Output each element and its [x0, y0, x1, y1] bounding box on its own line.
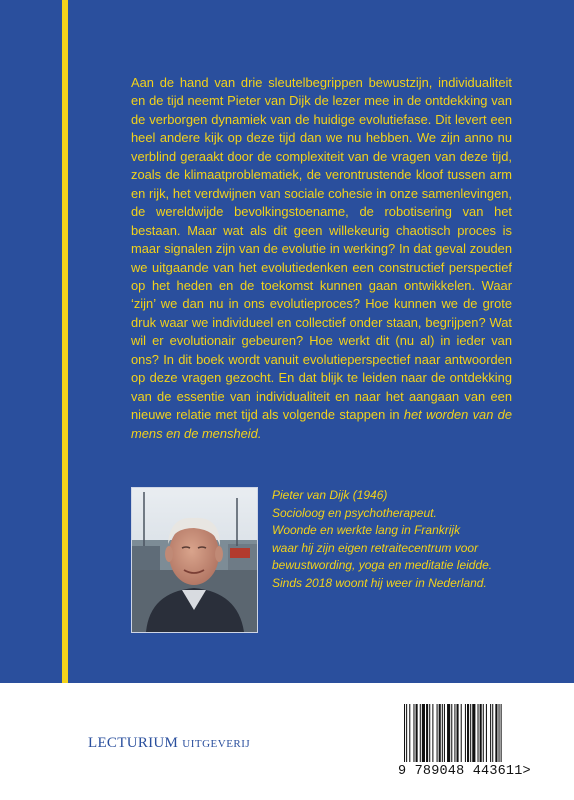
- barcode-bar: [478, 704, 479, 762]
- bio-line: Sinds 2018 woont hij weer in Nederland.: [272, 575, 487, 590]
- barcode-bar: [451, 704, 452, 762]
- barcode-bar: [447, 704, 450, 762]
- barcode-bar: [409, 704, 410, 762]
- barcode-bar: [426, 704, 428, 762]
- isbn-digits: 9 789048 443611: [398, 764, 523, 779]
- author-photo: [131, 487, 258, 633]
- blurb-text: [131, 74, 512, 443]
- barcode-bar: [404, 704, 405, 762]
- barcode-bar: [413, 704, 414, 762]
- isbn-number: [398, 764, 531, 779]
- barcode-bar: [480, 704, 482, 762]
- barcode-bar: [490, 704, 491, 762]
- yellow-stripe: [62, 0, 68, 683]
- blurb-main: Aan de hand van drie sleutelbegrippen bewustzijn, individualiteit en de tijd neemt Pieter van Dijk de lezer mee in de ontdekking van de verborgen dynamiek van de huidige evolutiefase. Dit levert een heel andere kijk op deze tijd dan we nu hebben. We zijn anno nu verblind geraakt door de complexiteit van de vragen van deze tijd, zoals de klimaatproblematiek, de verontrustende kloof tussen arm en rijk, het verdwijnen van sociale cohesie in onze samenlevingen, de wereldwijde bevolkingstoename, de robotisering van het bestaan. Maar wat als dit geen willekeurig chaotisch proces is maar signalen zijn van de evolutie in werking? In dat geval zouden we uitgaande van het evolutiedenken een constructief perspectief op het heden en de toekomst kunnen gaan ontwikkelen. Waar ‘zijn’ we dan nu in ons evolutieproces? Hoe kunnen we de grote druk waar we individueel en collectief onder staan, begrijpen? Wat wil er evolutionair gebeuren? Hoe werkt dit (nu al) in ieder van ons? In dit boek wordt vanuit evolutieperspectief naar antwoorden op deze vragen gezocht. En dat blijk te leiden naar de ontdekking van de essentie van individualiteit en naar het aangaan van een nieuwe relatie met tijd als volgende stappen in: [131, 75, 512, 423]
- barcode-bar: [461, 704, 462, 762]
- barcode-bar: [483, 704, 484, 762]
- blurb-italic: het worden van de mens en de mensheid.: [131, 407, 512, 441]
- barcode-bar: [465, 704, 466, 762]
- barcode-bar: [499, 704, 500, 762]
- barcode-bar: [472, 704, 475, 762]
- barcode-bar: [467, 704, 469, 762]
- barcode-bar: [437, 704, 438, 762]
- barcode-bar: [439, 704, 441, 762]
- barcode-bar: [501, 704, 502, 762]
- publisher-suffix: UITGEVERIJ: [182, 738, 251, 750]
- barcode-bar: [442, 704, 443, 762]
- barcode-bar: [454, 704, 455, 762]
- bio-line: Pieter van Dijk (1946): [272, 488, 388, 502]
- barcode-bar: [495, 704, 497, 762]
- publisher-name: LECTURIUM: [88, 735, 179, 751]
- barcode-bar: [486, 704, 487, 762]
- author-bio: [272, 487, 517, 593]
- publisher-logo: [88, 735, 250, 752]
- barcode-bar: [416, 704, 418, 762]
- barcode-bar: [406, 704, 407, 762]
- barcode-bar: [470, 704, 471, 762]
- bio-line: bewustwording, yoga en meditatie leidde.: [272, 558, 493, 573]
- barcode-bar: [420, 704, 421, 762]
- bio-line: Socioloog en psychotherapeut.: [272, 505, 437, 520]
- barcode-icon: [402, 704, 554, 762]
- bio-line: waar hij zijn eigen retraitecentrum voor: [272, 540, 479, 555]
- isbn-barcode: [398, 704, 558, 786]
- bio-line: Woonde en werkte lang in Frankrijk: [272, 523, 461, 538]
- barcode-bar: [457, 704, 459, 762]
- barcode-bar: [422, 704, 425, 762]
- author-portrait-icon: [132, 488, 257, 632]
- isbn-marker: >: [522, 764, 531, 779]
- barcode-bar: [432, 704, 433, 762]
- barcode-bar: [444, 704, 445, 762]
- barcode-bar: [429, 704, 430, 762]
- barcode-bar: [492, 704, 493, 762]
